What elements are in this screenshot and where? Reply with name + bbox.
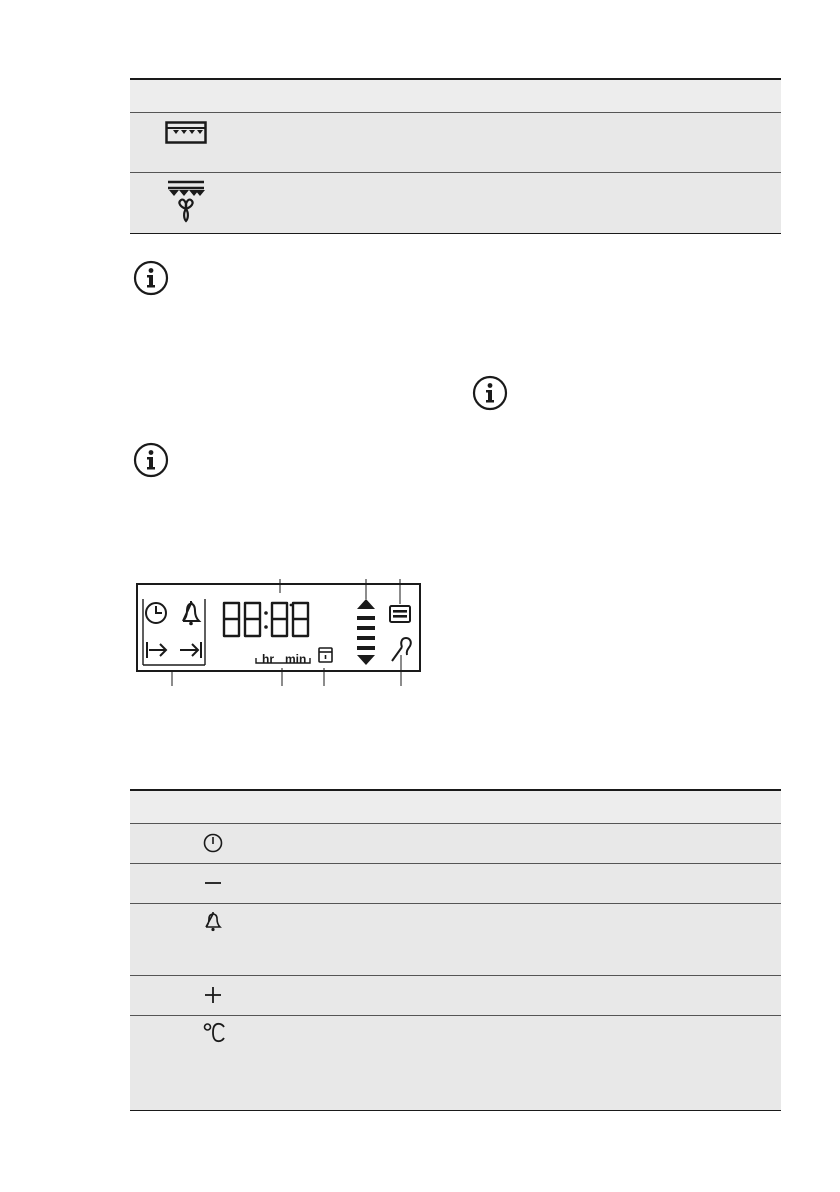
minus-icon: [203, 873, 223, 893]
table-row: [130, 1016, 781, 1110]
display-graphic: [138, 585, 419, 670]
display-panel: [136, 583, 421, 672]
oven-function-icon: [390, 606, 410, 622]
buttons-table: [130, 789, 781, 1111]
info-icon: [133, 442, 169, 478]
functions-table: [130, 78, 781, 234]
table-row: [130, 824, 781, 863]
duration-icon: [147, 642, 166, 658]
top-heat-icon: [165, 121, 207, 145]
lock-icon: [319, 648, 332, 662]
clock-icon: [146, 603, 166, 623]
table-bottom-rule: [130, 233, 781, 234]
table-row: [130, 864, 781, 903]
end-time-icon: [180, 642, 201, 658]
time-digits: [224, 603, 308, 636]
min-label: min: [285, 652, 307, 666]
table-row: [130, 904, 781, 975]
info-icon: [472, 375, 508, 411]
plus-icon: [203, 985, 223, 1005]
heat-bars-icon: [357, 616, 375, 650]
table-header-row: [130, 791, 781, 823]
temperature-celsius-icon: [203, 1022, 227, 1044]
hr-label: hr: [262, 652, 274, 666]
table-bottom-rule: [130, 1110, 781, 1111]
clock-button-icon: [203, 833, 223, 853]
heat-down-arrow-icon: [357, 655, 375, 665]
grill-fan-icon: [165, 179, 207, 227]
table-row: [130, 976, 781, 1015]
heat-up-arrow-icon: [357, 599, 375, 609]
table-row: [130, 173, 781, 233]
meat-probe-icon: [392, 638, 411, 661]
info-icon: [133, 260, 169, 296]
bell-icon: [183, 601, 199, 625]
table-row: [130, 113, 781, 172]
minute-minder-icon: [204, 911, 222, 933]
table-header-row: [130, 80, 781, 112]
